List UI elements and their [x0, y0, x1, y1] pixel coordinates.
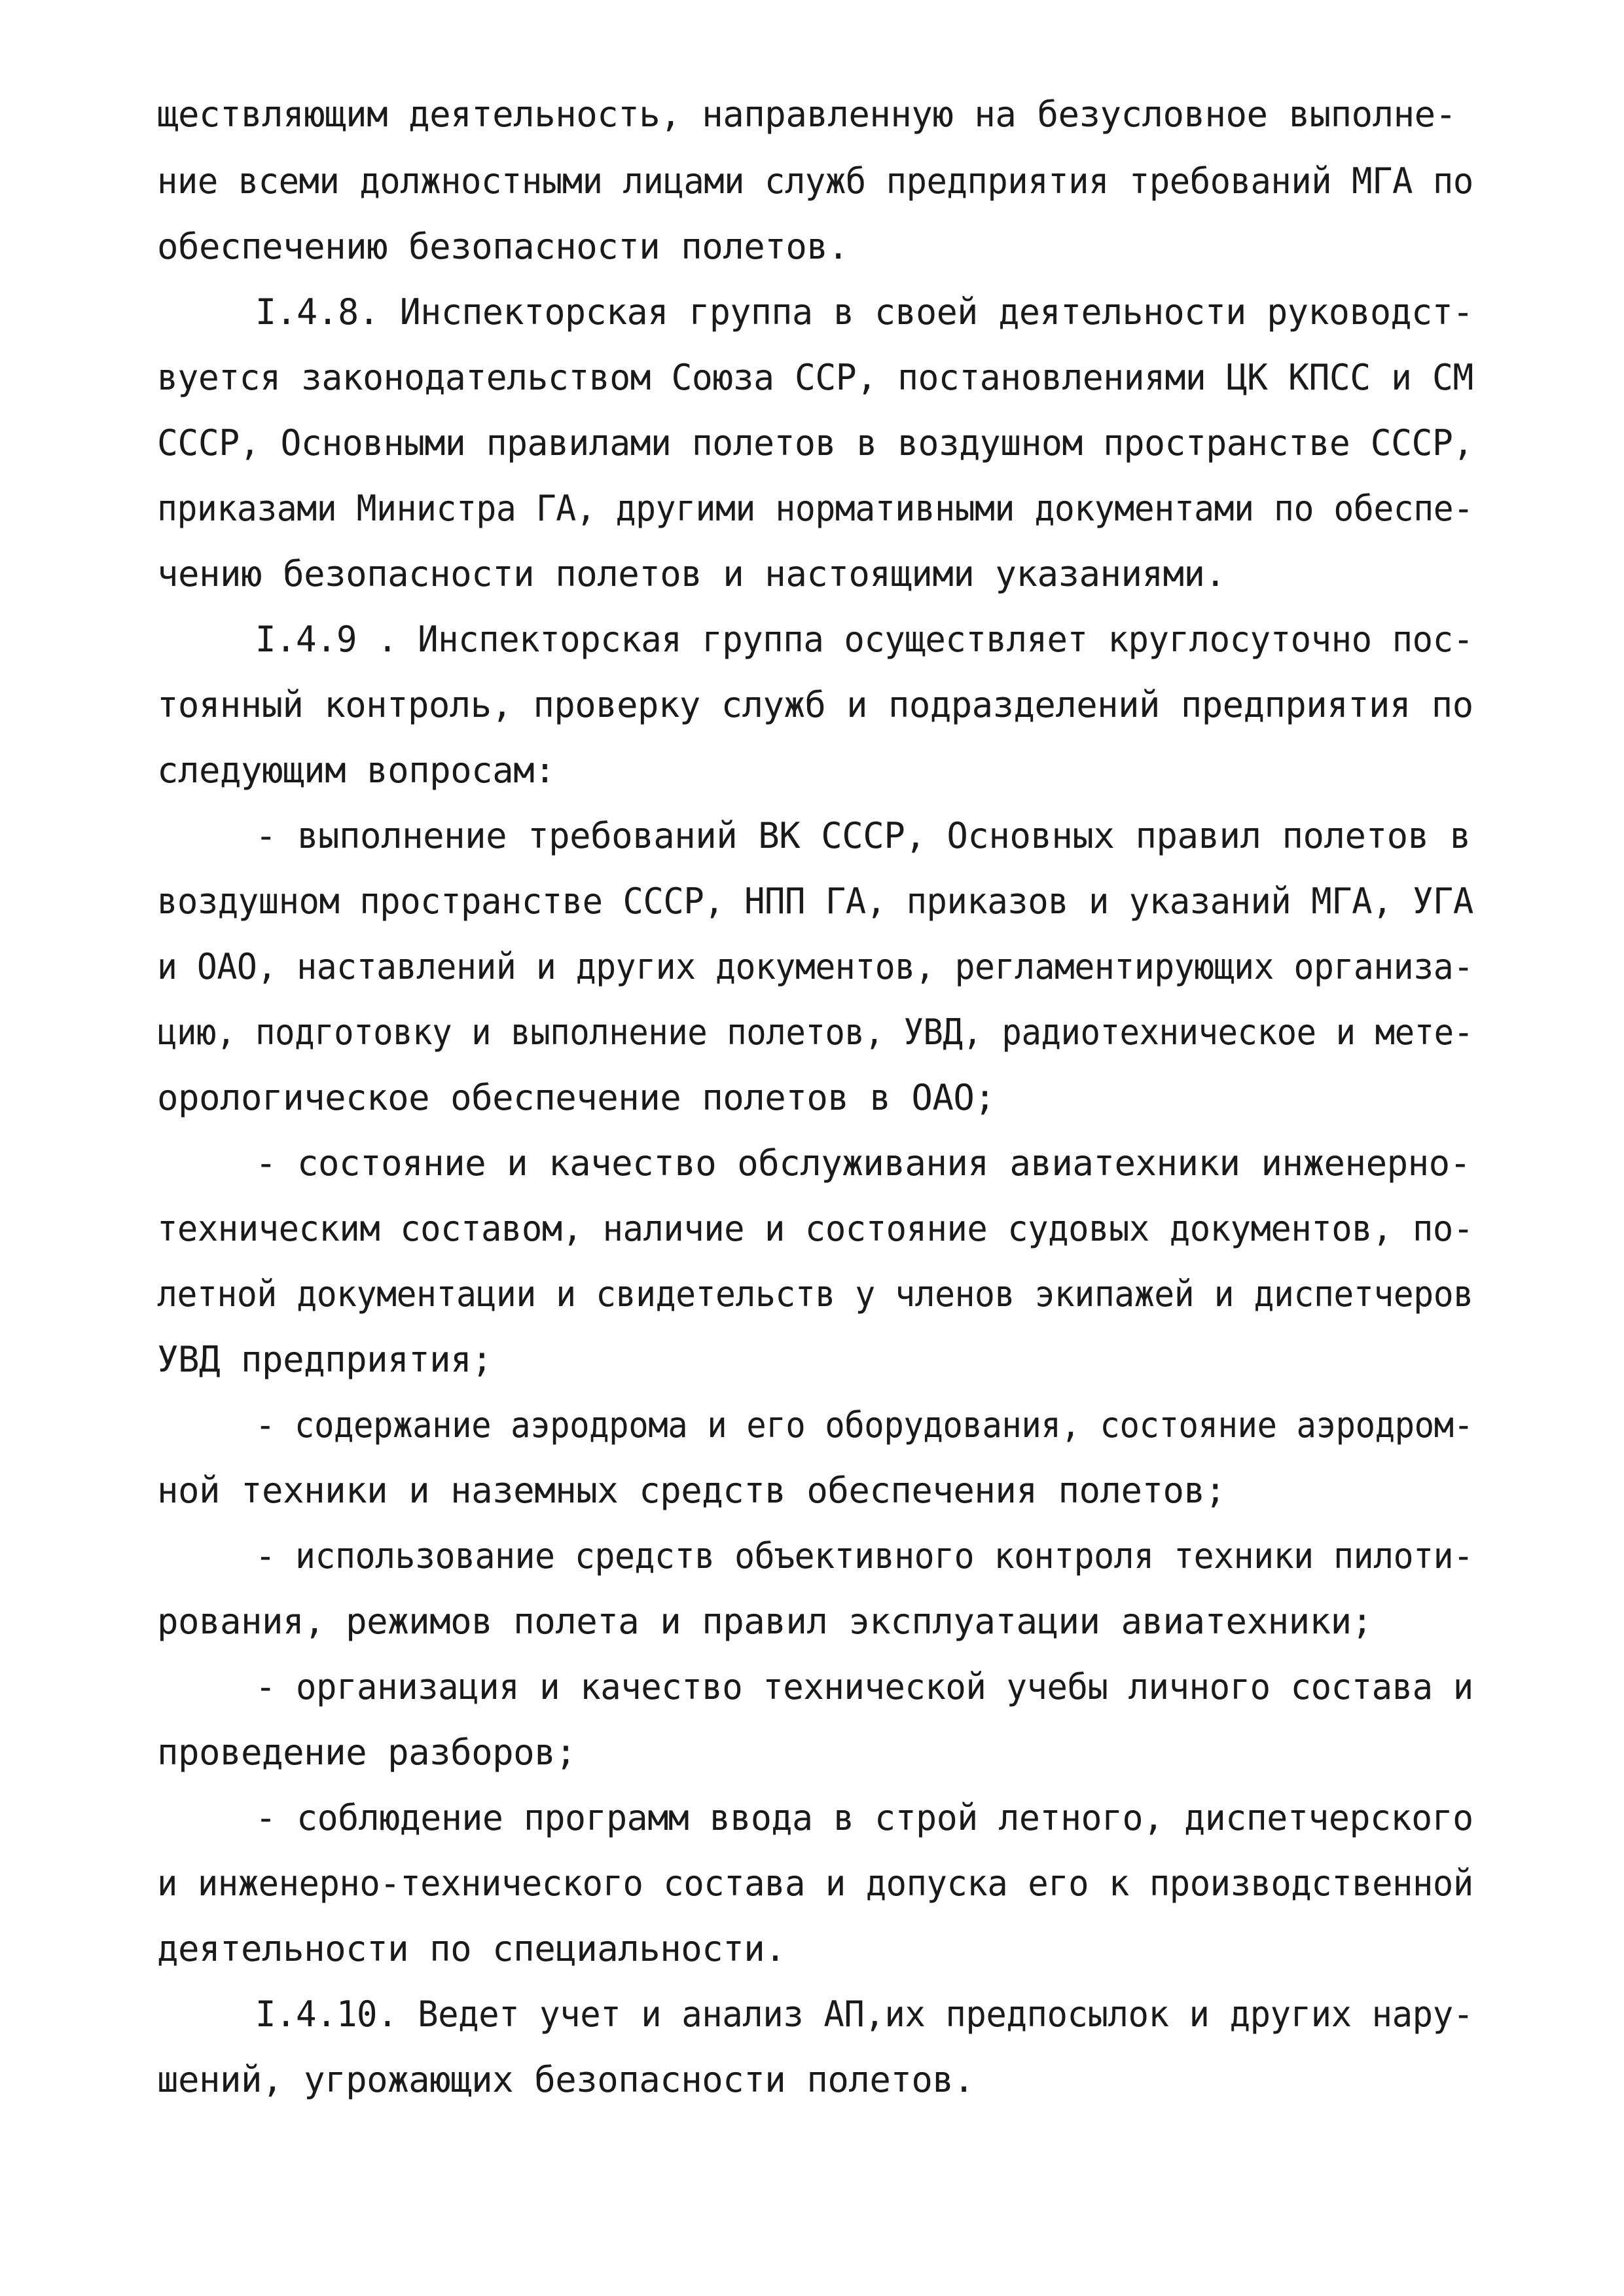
- text-line: ществляющим деятельность, направленную на безусловное выполне-: [157, 94, 1456, 135]
- list-item-first-line: - соблюдение программ ввода в строй летного, диспетчерского: [255, 1797, 1473, 1838]
- text-line: деятельности по специальности.: [157, 1928, 786, 1969]
- list-item-first-line: - организация и качество технической учебы личного состава и: [255, 1666, 1473, 1707]
- text-line: проведение разборов;: [157, 1732, 577, 1773]
- paragraph-1-4-9-first-line: I.4.9 . Инспекторская группа осуществляет круглосуточно пос-: [255, 619, 1473, 660]
- text-line: летной документации и свидетельств у членов экипажей и диспетчеров: [157, 1273, 1473, 1315]
- text-line: СССР, Основными правилами полетов в воздушном пространстве СССР,: [157, 422, 1473, 464]
- list-item-first-line: - выполнение требований ВК СССР, Основных правил полетов в: [255, 815, 1471, 856]
- text-line: орологическое обеспечение полетов в ОАО;: [157, 1077, 996, 1118]
- text-line: и ОАО, наставлений и других документов, регламентирующих организа-: [157, 946, 1473, 987]
- text-line: цию, подготовку и выполнение полетов, УВД, радиотехническое и мете-: [157, 1011, 1473, 1053]
- list-item-first-line: - использование средств объективного контроля техники пилоти-: [255, 1535, 1473, 1576]
- text-line: воздушном пространстве СССР, НПП ГА, приказов и указаний МГА, УГА: [157, 881, 1473, 922]
- text-line: рования, режимов полета и правил эксплуатации авиатехники;: [157, 1601, 1373, 1642]
- text-line: и инженерно-технического состава и допуска его к производственной: [157, 1863, 1473, 1904]
- text-line: ние всеми должностными лицами служб предприятия требований МГА по: [157, 160, 1473, 202]
- list-item-first-line: - содержание аэродрома и его оборудования, состояние аэродром-: [255, 1404, 1473, 1446]
- text-line: ной техники и наземных средств обеспечения полетов;: [157, 1470, 1226, 1511]
- text-line: вуется законодательством Союза ССР, постановлениями ЦК КПСС и СМ: [157, 357, 1473, 398]
- text-line: чению безопасности полетов и настоящими указаниями.: [157, 553, 1226, 594]
- text-line: обеспечению безопасности полетов.: [157, 226, 849, 267]
- text-line: УВД предприятия;: [157, 1339, 493, 1380]
- paragraph-1-4-10-first-line: I.4.10. Ведет учет и анализ АП,их предпосылок и других нару-: [255, 1994, 1473, 2035]
- text-line: следующим вопросам:: [157, 750, 556, 791]
- text-line: шений, угрожающих безопасности полетов.: [157, 2059, 975, 2100]
- text-line: техническим составом, наличие и состояние судовых документов, по-: [157, 1208, 1473, 1249]
- text-line: тоянный контроль, проверку служб и подразделений предприятия по: [157, 684, 1473, 725]
- paragraph-1-4-8-first-line: I.4.8. Инспекторская группа в своей деятельности руководст-: [255, 291, 1473, 333]
- text-line: приказами Министра ГА, другими нормативными документами по обеспе-: [157, 488, 1473, 529]
- list-item-first-line: - состояние и качество обслуживания авиатехники инженерно-: [255, 1142, 1471, 1184]
